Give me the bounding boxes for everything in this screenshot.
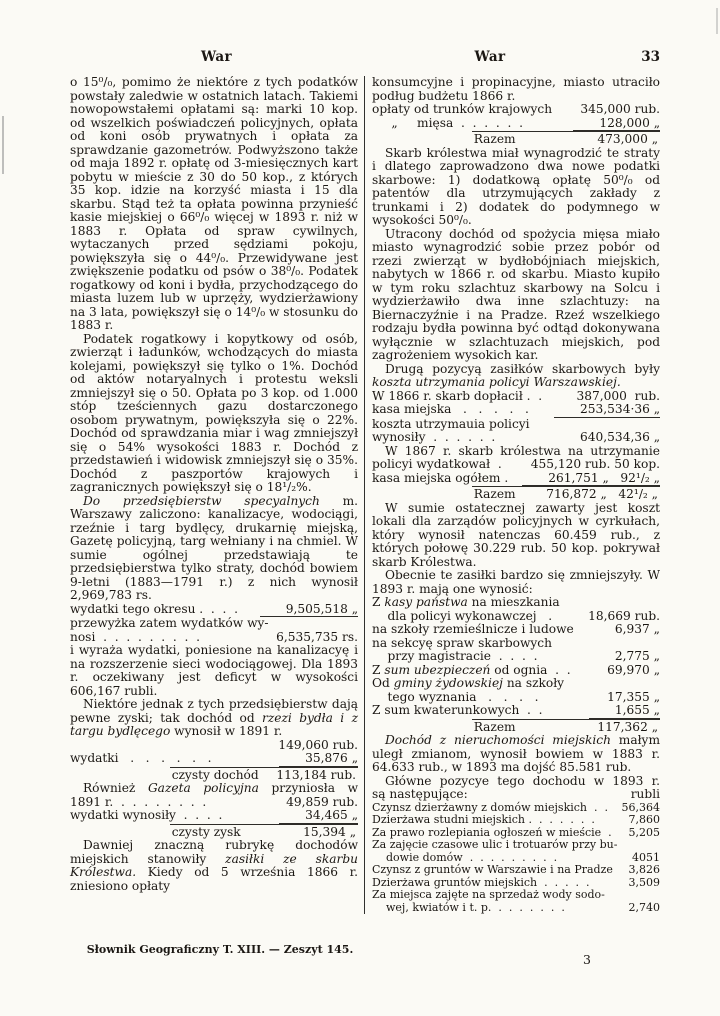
ledger-label bbox=[372, 431, 495, 445]
text-segment: kasa miejska . . . . . bbox=[372, 402, 529, 416]
ledger-label bbox=[372, 623, 574, 637]
ledger-row bbox=[372, 431, 660, 445]
ledger-amount: 6,535,735 rs. bbox=[276, 629, 359, 644]
text-segment: wynosił w 1891 r. bbox=[170, 724, 283, 738]
text-segment: i wyraża wydatki, poniesione na kanalizacyę i na rozszerzenie sieci wodociągowej. Dla 1893 r. oczekiwany jest deficyt w wysokości 606,167 rubli. bbox=[70, 643, 359, 698]
ledger-amount: 3,509 bbox=[628, 875, 661, 889]
ledger-row bbox=[372, 902, 660, 915]
ledger-amount: 34,465 „ bbox=[279, 809, 358, 824]
ledger-label bbox=[70, 752, 212, 766]
paragraph bbox=[372, 363, 660, 390]
scan-edge-artifact bbox=[716, 8, 718, 34]
ledger-label bbox=[372, 902, 565, 915]
ledger-row bbox=[372, 103, 660, 117]
italic-text: Gazeta policyjna bbox=[147, 781, 259, 795]
ledger-label bbox=[70, 603, 238, 617]
italic-text: rzezi bydła i z targu bydlęcego bbox=[70, 710, 358, 738]
ledger-label bbox=[372, 103, 552, 117]
paragraph bbox=[70, 644, 358, 698]
ledger-row bbox=[372, 623, 660, 637]
text-segment: wej, kwiatów i t. p. . . . . . . . bbox=[372, 900, 565, 914]
ledger-amount: 7,860 bbox=[628, 813, 661, 826]
ledger-amount: 345,000 rub. bbox=[580, 102, 661, 116]
text-segment: Niektóre jednak z tych przedsiębierstw dają pewne zyski; tak dochód od bbox=[70, 697, 359, 725]
ledger-label bbox=[372, 610, 552, 624]
text-segment: na sekcyę spraw skarbowych bbox=[372, 635, 552, 650]
ledger-amount: 128,000 „ bbox=[573, 117, 660, 132]
ledger-amount: 18,669 rub. bbox=[588, 608, 661, 623]
ledger-amount: 113,184 rub. bbox=[276, 767, 357, 782]
ledger-row bbox=[372, 664, 660, 678]
ledger-amount: 2,740 bbox=[628, 900, 661, 914]
text-segment: W 1866 r. skarb dopłacił . . bbox=[372, 388, 543, 403]
ledger-amount: 1,655 „ bbox=[589, 704, 660, 719]
text-segment: konsumcyjne i propinacyjne, miasto utraciło podług budżetu 1866 r. bbox=[372, 75, 661, 103]
ledger-label bbox=[372, 650, 538, 664]
text-segment: Dzierżawa gruntów miejskich . . . . . bbox=[372, 875, 590, 889]
total-row bbox=[472, 486, 660, 502]
text-segment: Obecnie te zasiłki bardzo się zmniejszyły. W 1893 r. mają one wynosić: bbox=[372, 568, 661, 596]
paragraph bbox=[372, 76, 660, 103]
text-segment: Z sum kwaterunkowych . . bbox=[372, 703, 543, 717]
text-segment: Czynsz z gruntów w Warszawie i na Pradze bbox=[372, 863, 613, 876]
paragraph bbox=[372, 228, 660, 363]
text-segment: Czynsz dzierżawny z domów miejskich . . bbox=[372, 800, 608, 814]
ledger-amount: 117,362 „ bbox=[597, 719, 659, 734]
ledger-amount: 2,775 „ bbox=[614, 649, 661, 663]
text-segment: Podatek rogatkowy i kopytkowy od osób, zwierząt i ładunków, wchodzących do miasta kolejami, powiększył się tylko o 1%. Dochód od aktów notaryalnych i protestu weksli zmniejszył się o 50. Opłata po 3 kop. od 1.000 stóp tześciennych gazu dostarczonego osobom prywatnym, powiększyła się o 22%. Dochód od sprawdzania miar i wag zmniejszył się o 54% wysokości 1883 r. Dochód z przedstawień i widowisk zmniejszył się o 35%. Dochód z paszportów krajowych i zagranicznych powiększył się o 18¹/₂%. bbox=[70, 331, 359, 494]
italic-text: Do przedsiębierstw specyalnych bbox=[83, 493, 320, 508]
series-imprint: Słownik Geograficzny T. XIII. — Zeszyt 145. bbox=[86, 943, 354, 956]
ledger-label bbox=[172, 769, 259, 783]
text-segment: Główne pozycye tego dochodu w 1893 r. bbox=[385, 773, 661, 788]
ledger-amount: 455,120 rub. 50 kop. bbox=[530, 457, 661, 471]
paragraph bbox=[372, 147, 660, 228]
ledger-row bbox=[70, 809, 358, 824]
text-segment: kasa miejska ogółem . bbox=[372, 470, 509, 485]
italic-text: Dochód z nieruchomości miejskich bbox=[385, 733, 611, 747]
ledger-amount: 3,826 bbox=[628, 863, 661, 876]
page-number: 33 bbox=[641, 49, 660, 65]
text-segment: czysty dochód bbox=[171, 767, 259, 782]
ledger-amount: 9,505,518 „ bbox=[260, 603, 358, 618]
ledger-row bbox=[70, 752, 358, 767]
text-segment: Również bbox=[83, 781, 148, 795]
ledger-amount: 149,060 rub. bbox=[278, 737, 359, 752]
ledger-row bbox=[70, 739, 358, 753]
text-segment: przy magistracie . . . . bbox=[372, 649, 538, 663]
italic-text: zasiłki ze skarbu Królestwa. bbox=[70, 851, 359, 879]
total-row bbox=[170, 824, 358, 840]
ledger-amount: 35,876 „ bbox=[279, 752, 358, 767]
text-segment: małym uległ zmianom, wynosił bowiem w 1883 r. 64.633 rub., w 1893 ma dojść 85.581 rub. bbox=[372, 733, 661, 774]
text-segment: Utracony dochód od spożycia mięsa miało miasto wynagrodzić sobie przez pobór od rzezi zwierząt w bydłobójniach miejskich, nabytych w 1866 r. od skarbu. Miasto kupiło w tym roku szlachtuz skarbowy na Solcu i wydzierżawiło dwa inne szlachtuzy: na Biernaczyźnie i na Pradze. Rzeź wszelkiego rodzaju bydła powinna być odtąd dokonywana wyłącznie w szlachtuzach miejskich, pod zagrożeniem wysokich kar. bbox=[372, 226, 661, 362]
ledger-label-line bbox=[70, 617, 358, 631]
ledger-label bbox=[372, 472, 508, 486]
signature-mark: 3 bbox=[583, 952, 591, 967]
total-row bbox=[170, 767, 358, 783]
text-segment: są następujące: bbox=[372, 787, 468, 801]
ledger-row bbox=[70, 796, 358, 810]
text-segment: nosi . . . . . . . . . bbox=[70, 629, 200, 644]
total-row bbox=[472, 719, 660, 735]
text-segment: Kiedy od 5 września 1866 r. zniesiono opłaty bbox=[70, 865, 359, 893]
text-columns bbox=[70, 76, 660, 914]
ledger-row bbox=[70, 631, 358, 645]
text-segment: dla policyi wykonawczej . bbox=[372, 608, 553, 623]
text-segment: Za zajęcie czasowe ulic i trotuarów przy bu- bbox=[372, 838, 618, 851]
text-segment: m. Warszawy zaliczono: kanalizacye, wodociągi, rzeźnie i targ bydlęcy, drukarnię miejską, Gazetę policyjną, targ wełniany i na chmiel. W sumie ogólnej przedstawiają te przedsiębierstwa tylko straty, dochód bowiem 9-letni (1883—1791 r.) z nich wynosił 2,969,783 rs. bbox=[70, 493, 359, 602]
text-segment: tego wyznania . . . . bbox=[372, 689, 539, 704]
text-segment: czysty zysk bbox=[171, 824, 241, 839]
text-segment: wydatki wynosiły . . . . bbox=[70, 808, 223, 822]
ledger-label bbox=[372, 403, 529, 417]
ledger-amount: 716,872 „ 42¹/₂ „ bbox=[546, 487, 659, 501]
text-segment: Dzierżawa studni miejskich . . . . . . . bbox=[372, 813, 595, 826]
text-segment: koszta utrzymauia policyi bbox=[372, 416, 530, 431]
ledger-amount: 6,937 „ bbox=[614, 622, 661, 636]
italic-text: sum ubezpieczeń bbox=[384, 662, 491, 677]
ledger-label-line bbox=[70, 782, 358, 796]
ledger-amount: 5,205 bbox=[628, 825, 661, 839]
ledger-amount: 473,000 „ bbox=[597, 132, 659, 146]
ledger-label bbox=[474, 488, 516, 502]
ledger-row bbox=[372, 650, 660, 664]
paragraph bbox=[70, 495, 358, 603]
text-segment: Razem bbox=[473, 132, 516, 146]
text-segment: opłaty od trunków krajowych bbox=[372, 102, 553, 116]
text-segment: od ognia . . bbox=[490, 662, 571, 677]
ledger-amount: 387,000 rub. bbox=[576, 388, 661, 403]
paragraph bbox=[70, 333, 358, 495]
italic-text: kasy państwa bbox=[384, 595, 468, 609]
paragraph bbox=[70, 698, 358, 739]
text-segment: wydatki tego okresu . . . . bbox=[70, 601, 239, 616]
ledger-label-line bbox=[372, 637, 660, 651]
ledger-amount: 253,534·36 „ bbox=[554, 403, 660, 418]
text-segment: wynosiły . . . . . . bbox=[372, 430, 496, 444]
italic-text: gminy żydowskiej bbox=[393, 676, 503, 690]
text-segment: W sumie ostatecznej zawarty jest koszt lokali dla zarządów policyjnych w cyrkułach, który wynosił natenczas 60.459 rub., z których połowę 30.229 rub. 50 kop. pokrywał skarb Królestwa. bbox=[372, 500, 661, 569]
text-segment: przewyżka zatem wydatków wy- bbox=[70, 616, 269, 630]
ledger-amount: 49,859 rub. bbox=[286, 794, 359, 809]
ledger-amount: 17,355 „ bbox=[607, 689, 661, 704]
ledger-label bbox=[372, 788, 468, 802]
ledger-row bbox=[70, 603, 358, 618]
text-segment: policyi wydatkował . bbox=[372, 457, 502, 471]
ledger-row bbox=[372, 403, 660, 418]
paragraph bbox=[70, 76, 358, 333]
ledger-label bbox=[474, 721, 516, 735]
text-segment: Drugą pozycyą zasiłków skarbowych były bbox=[385, 361, 661, 376]
ledger-label bbox=[372, 704, 543, 718]
text-segment: Razem bbox=[473, 487, 516, 501]
total-row bbox=[472, 131, 660, 147]
ledger-row bbox=[372, 472, 660, 487]
ledger-row bbox=[372, 117, 660, 132]
text-segment: Od bbox=[372, 676, 394, 690]
paragraph bbox=[372, 502, 660, 570]
ledger-amount: 640,534,36 „ bbox=[580, 430, 661, 444]
text-segment: W 1867 r. skarb królestwa na utrzymanie bbox=[385, 443, 661, 458]
ledger-row bbox=[372, 390, 660, 404]
ledger-label-line bbox=[372, 418, 660, 432]
text-segment: Z bbox=[372, 662, 385, 677]
ledger-label bbox=[474, 133, 516, 147]
ledger-amount: 69,970 „ bbox=[607, 662, 661, 677]
running-header-left: War bbox=[200, 49, 233, 65]
paragraph bbox=[70, 839, 358, 893]
ledger-label bbox=[70, 796, 206, 810]
ledger-row bbox=[372, 691, 660, 705]
italic-text: koszta utrzymania policyi Warszawskiej. bbox=[372, 375, 621, 389]
ledger-amount: rubli bbox=[630, 787, 661, 801]
text-segment: o 15⁰/₀, pomimo że niektóre z tych podatków powstały zaledwie w ostatnich latach. Takiemi nowopowstałemi opłatami są: marki 10 kop. od wszelkich poświadczeń policyjnych, opłata od koni osób prywatnych i opłata za sprawdzanie gazometrów. Podwyższono także od maja 1892 r. opłatę od 3-miesięcznych kart pobytu w mieście z 30 do 50 kop., z których 35 kop. idzie na korzyść miasta i 15 dla skarbu. Stąd też ta opłata powinna przynieść kasie miejskiej o 66⁰/₀ więcej w 1893 r. niż w 1883 r. Opłata od spraw cywilnych, wytaczanych przed sędziami pokoju, powiększyła się o 44⁰/₀. Przewidywane jest zwiększenie podatku od psów o 38⁰/₀. Podatek rogatkowy od koni i bydła, przychodzącego do miasta luzem lub w uprzęży, wydzierżawiony na 3 lata, powiększył się o 14⁰/₀ w stosunku do 1883 r. bbox=[70, 75, 359, 332]
ledger-label-line bbox=[372, 445, 660, 459]
ledger-label bbox=[70, 809, 222, 823]
ledger-amount: 4051 bbox=[632, 850, 661, 864]
text-segment: dowie domów . . . . . . . . . bbox=[372, 850, 558, 864]
ledger-label bbox=[172, 826, 241, 840]
paragraph bbox=[372, 734, 660, 775]
text-segment: „ mięsa . . . . . . bbox=[372, 115, 523, 130]
text-segment: Za prawo rozlepiania ogłoszeń w mieście . bbox=[372, 825, 612, 839]
text-segment: na mieszkania bbox=[467, 595, 560, 609]
text-segment: 1891 r. . . . . . . . . bbox=[70, 794, 207, 809]
ledger-label bbox=[372, 691, 538, 705]
ledger-label-line bbox=[372, 775, 660, 789]
ledger-amount: 56,364 bbox=[621, 800, 661, 814]
ledger-row bbox=[372, 458, 660, 472]
text-segment: na szkoły rzemieślnicze i ludowe bbox=[372, 622, 574, 636]
ledger-label-line bbox=[372, 596, 660, 610]
text-segment: Skarb królestwa miał wynagrodzić te straty i dlatego zaprowadzono dwa nowe podatki skarbowe: 1) dodatkową opłatę 50⁰/₀ od patentów dla utrzymujących zakłady z trunkami i 2) dodatek do podymnego w wysokości 50⁰/₀. bbox=[372, 145, 661, 227]
scan-edge-artifact bbox=[2, 116, 4, 174]
ledger-label bbox=[372, 117, 523, 131]
text-segment: Za miejsca zajęte na sprzedaż wody sodo- bbox=[372, 888, 605, 901]
ledger-label bbox=[372, 664, 571, 678]
ledger-label bbox=[372, 390, 542, 404]
ledger-label bbox=[70, 631, 200, 645]
ledger-row bbox=[372, 610, 660, 624]
text-segment: Razem bbox=[473, 719, 516, 734]
paragraph bbox=[372, 569, 660, 596]
ledger-label bbox=[372, 458, 502, 472]
ledger-label-line bbox=[372, 677, 660, 691]
ledger-amount: 15,394 „ bbox=[303, 824, 357, 839]
left-column bbox=[70, 76, 364, 914]
ledger-row bbox=[372, 704, 660, 719]
running-header-right: War bbox=[474, 49, 506, 65]
text-segment: na szkoły bbox=[502, 676, 565, 690]
ledger-row bbox=[372, 788, 660, 802]
text-segment: Dawniej znaczną rubrykę dochodów miejskich stanowiły bbox=[70, 838, 359, 866]
text-segment: przyniosła w bbox=[258, 781, 359, 795]
text-segment: Z bbox=[372, 595, 385, 609]
ledger-amount: 261,751 „ 92¹/₂ „ bbox=[522, 472, 660, 487]
text-segment: wydatki . . . . . . bbox=[70, 751, 212, 765]
right-column bbox=[365, 76, 660, 914]
